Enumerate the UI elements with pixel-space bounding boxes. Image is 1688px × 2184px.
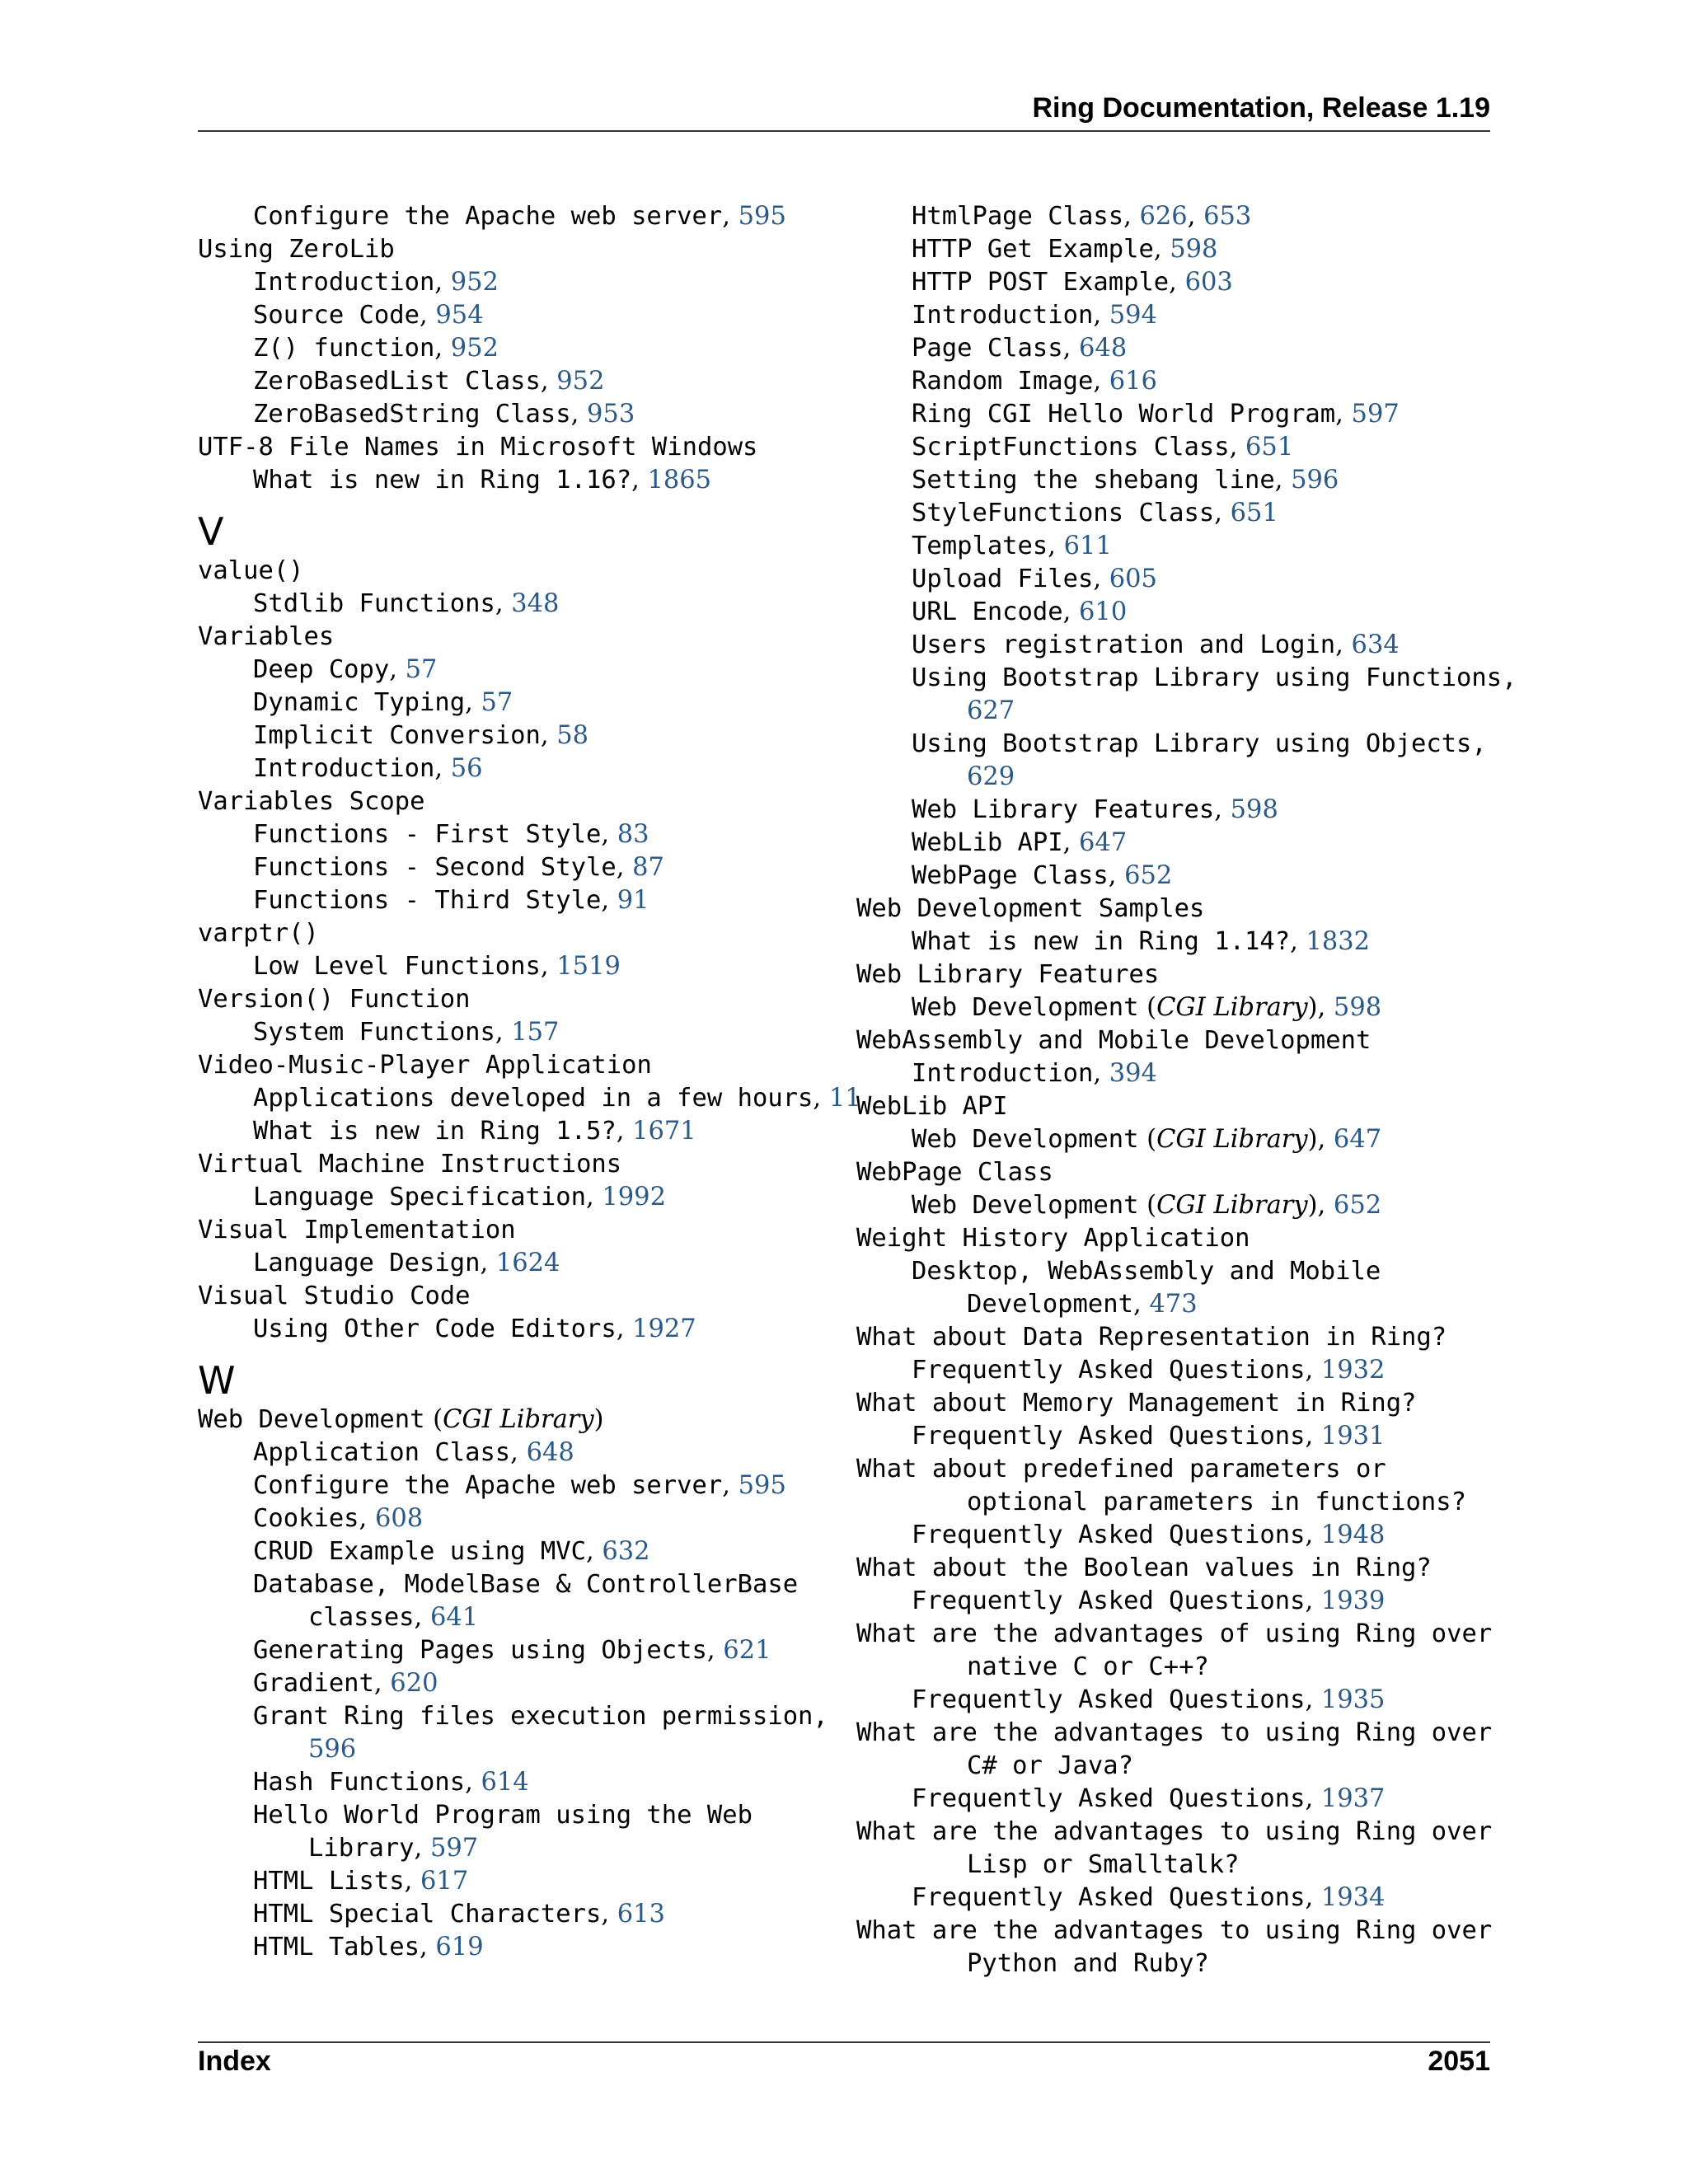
page-link[interactable]: 651: [1245, 433, 1294, 462]
index-entry: HTML Special Characters, 613: [253, 1900, 665, 1929]
entry-text: Introduction: [253, 268, 435, 297]
index-column-left: [198, 200, 861, 1964]
index-entry: Web Development (CGI Library), 598: [912, 993, 1382, 1022]
index-entry: HTTP Get Example, 598: [912, 235, 1218, 264]
entry-text: HTTP Get Example: [912, 235, 1154, 264]
index-entry: Web Library Features, 598: [912, 795, 1278, 824]
index-column-right: [856, 200, 1517, 1980]
page-link[interactable]: 610: [1079, 598, 1128, 626]
page-link[interactable]: 598: [1230, 795, 1278, 824]
index-entry: Functions - First Style, 83: [253, 820, 649, 849]
page-link[interactable]: 620: [390, 1669, 438, 1698]
entry-text: Z() function: [253, 334, 435, 363]
entry-qualifier: CGI Library: [443, 1405, 594, 1434]
page-link[interactable]: 632: [602, 1537, 650, 1566]
footer-rule: [198, 2041, 1490, 2043]
index-entry: Library, 597: [308, 1834, 479, 1863]
entry-text: What are the advantages of using Ring over: [856, 1619, 1493, 1648]
entry-text: Frequently Asked Questions: [912, 1521, 1306, 1549]
page-link[interactable]: 91: [617, 886, 649, 915]
page-link[interactable]: 648: [526, 1438, 574, 1467]
page-link[interactable]: 634: [1351, 630, 1400, 659]
entry-text: Database, ModelBase & ControllerBase: [253, 1570, 799, 1599]
entry-text: Upload Files: [912, 565, 1094, 593]
entry-text: Visual Studio Code: [198, 1282, 471, 1310]
entry-text: C# or Java?: [967, 1751, 1133, 1780]
entry-text: Ring CGI Hello World Program: [912, 400, 1336, 429]
index-entry: [198, 1280, 841, 1313]
index-entry: Setting the shebang line, 596: [912, 466, 1339, 494]
page-link[interactable]: 56: [450, 754, 483, 783]
index-entry: What is new in Ring 1.5?, 1671: [253, 1117, 696, 1146]
entry-text: Introduction: [912, 301, 1094, 330]
page-link[interactable]: 1671: [632, 1117, 696, 1146]
entry-text: WebPage Class: [912, 861, 1109, 890]
index-letter-heading: V: [198, 509, 224, 554]
index-entry: Web Development (CGI Library): [198, 1405, 604, 1434]
index-entry: WebPage Class, 652: [912, 861, 1173, 890]
entry-text: Cookies: [253, 1504, 359, 1533]
index-entry: Frequently Asked Questions, 1939: [912, 1586, 1386, 1615]
entry-text: What is new in Ring 1.14?: [912, 927, 1291, 956]
entry-text: Hash Functions: [253, 1768, 466, 1797]
entry-text: Python and Ruby?: [967, 1949, 1209, 1978]
entry-text: Functions - Second Style: [253, 853, 617, 882]
entry-text: HTTP POST Example: [912, 268, 1170, 297]
index-entry: Functions - Third Style, 91: [253, 886, 649, 915]
index-entry: Language Specification, 1992: [253, 1183, 666, 1212]
page-link[interactable]: 1932: [1320, 1356, 1386, 1385]
entry-text: What is new in Ring 1.5?: [253, 1117, 617, 1146]
entry-text: Gradient: [253, 1669, 374, 1698]
entry-text: Visual Implementation: [198, 1216, 516, 1244]
index-entry: Implicit Conversion, 58: [253, 721, 589, 750]
index-entry: [856, 893, 1499, 926]
page-link[interactable]: 596: [1291, 466, 1339, 494]
entry-text: Language Design: [253, 1249, 481, 1277]
entry-text: Source Code: [253, 301, 420, 330]
index-entry: [856, 1552, 1499, 1585]
page-link[interactable]: 647: [1079, 828, 1128, 857]
page-link[interactable]: 648: [1079, 334, 1128, 363]
index-entry: [198, 1799, 841, 1832]
index-entry: Frequently Asked Questions, 1948: [912, 1521, 1386, 1549]
index-entry: ScriptFunctions Class, 651: [912, 433, 1294, 462]
page-link[interactable]: 952: [556, 367, 605, 396]
entry-text: Web Development Samples: [856, 894, 1205, 923]
entry-text: Configure the Apache web server: [253, 202, 723, 231]
entry-text: What are the advantages to using Ring over: [856, 1916, 1493, 1945]
index-entry: Web Development (CGI Library), 647: [912, 1125, 1382, 1154]
page-link[interactable]: 952: [450, 334, 499, 363]
index-entry: Introduction, 56: [253, 754, 483, 783]
entry-text: Variables: [198, 622, 335, 651]
page-link[interactable]: 348: [511, 589, 560, 618]
entry-text: Low Level Functions: [253, 952, 541, 981]
index-entry: [198, 1148, 841, 1181]
entry-text: HTML Special Characters: [253, 1900, 602, 1929]
page-link[interactable]: 953: [587, 400, 635, 429]
entry-text: HTML Tables: [253, 1933, 420, 1961]
entry-text: Frequently Asked Questions: [912, 1883, 1306, 1912]
page-link[interactable]: 1624: [495, 1249, 560, 1277]
index-entry: Web Development (CGI Library), 652: [912, 1191, 1382, 1220]
entry-text: Virtual Machine Instructions: [198, 1150, 622, 1179]
entry-text: HtmlPage Class: [912, 202, 1124, 231]
page-link[interactable]: 1865: [647, 466, 712, 494]
entry-text: Frequently Asked Questions: [912, 1356, 1306, 1385]
entry-text: Templates: [912, 532, 1048, 560]
index-entry: Language Design, 1624: [253, 1249, 560, 1277]
page-link[interactable]: 1992: [602, 1183, 666, 1212]
index-entry: HTML Tables, 619: [253, 1933, 484, 1961]
page-link[interactable]: 1939: [1320, 1586, 1386, 1615]
entry-text: Frequently Asked Questions: [912, 1586, 1306, 1615]
entry-text: Desktop, WebAssembly and Mobile: [912, 1257, 1381, 1286]
index-entry: What is new in Ring 1.14?, 1832: [912, 927, 1371, 956]
index-entry: [856, 1255, 1499, 1288]
entry-text: native C or C++?: [967, 1652, 1209, 1681]
index-entry: [198, 555, 841, 588]
page-link[interactable]: 652: [1333, 1191, 1382, 1220]
entry-text: System Functions: [253, 1018, 495, 1047]
page-link[interactable]: 603: [1184, 268, 1233, 297]
page-link[interactable]: 647: [1333, 1125, 1382, 1154]
page-link[interactable]: 57: [481, 688, 513, 717]
entry-text: Using ZeroLib: [198, 235, 395, 264]
entry-text: What is new in Ring 1.16?: [253, 466, 632, 494]
index-entry: Dynamic Typing, 57: [253, 688, 513, 717]
page-link[interactable]: 1948: [1320, 1521, 1386, 1549]
entry-text: Configure the Apache web server: [253, 1471, 723, 1500]
page-link[interactable]: 614: [481, 1768, 529, 1797]
entry-text: classes: [308, 1603, 415, 1632]
index-entry: [198, 1214, 841, 1247]
index-entry: [856, 1816, 1499, 1849]
index-entry: Introduction, 594: [912, 301, 1157, 330]
index-entry: StyleFunctions Class, 651: [912, 499, 1278, 527]
entry-text: HTML Lists: [253, 1867, 405, 1896]
index-entry: ZeroBasedList Class, 952: [253, 367, 605, 396]
entry-text: Introduction: [912, 1059, 1094, 1088]
entry-text: WebLib API: [856, 1092, 1008, 1121]
index-entry: [856, 1717, 1499, 1750]
index-entry: CRUD Example using MVC, 632: [253, 1537, 650, 1566]
index-entry: Applications developed in a few hours, 11: [253, 1084, 861, 1113]
index-entry: Templates, 611: [912, 532, 1112, 560]
index-entry: [856, 1750, 1499, 1783]
index-entry: [856, 1222, 1499, 1255]
index-entry: Gradient, 620: [253, 1669, 438, 1698]
entry-text: Application Class: [253, 1438, 511, 1467]
page-link[interactable]: 952: [450, 268, 499, 297]
page-link[interactable]: 1519: [556, 952, 621, 981]
page-link[interactable]: 1832: [1306, 927, 1371, 956]
entry-text: What about the Boolean values in Ring?: [856, 1554, 1432, 1582]
index-entry: Introduction, 394: [912, 1059, 1157, 1088]
index-entry: [856, 1387, 1499, 1420]
entry-text: Random Image: [912, 367, 1094, 396]
index-entry: Low Level Functions, 1519: [253, 952, 621, 981]
index-entry: Users registration and Login, 634: [912, 630, 1400, 659]
entry-qualifier: CGI Library: [1156, 1191, 1308, 1220]
entry-text: Frequently Asked Questions: [912, 1422, 1306, 1451]
entry-text: Web Development: [912, 993, 1139, 1022]
entry-text: Using Bootstrap Library using Functions,: [912, 663, 1517, 692]
index-entry: [198, 431, 841, 464]
entry-text: Dynamic Typing: [253, 688, 466, 717]
index-entry: HTML Lists, 617: [253, 1867, 469, 1896]
index-entry: Development, 473: [967, 1290, 1198, 1319]
entry-qualifier: CGI Library: [1156, 1125, 1308, 1154]
page-link[interactable]: 594: [1109, 301, 1157, 330]
index-entry: [856, 1947, 1499, 1980]
index-entry: Frequently Asked Questions, 1937: [912, 1784, 1386, 1813]
entry-text: Users registration and Login: [912, 630, 1336, 659]
index-entry: [198, 983, 841, 1016]
entry-text: What are the advantages to using Ring over: [856, 1718, 1493, 1747]
entry-text: Frequently Asked Questions: [912, 1685, 1306, 1714]
entry-text: CRUD Example using MVC: [253, 1537, 586, 1566]
page-link[interactable]: 627: [967, 696, 1015, 725]
index-entry: [198, 1700, 841, 1733]
index-entry: [856, 695, 1499, 728]
index-entry: [856, 1156, 1499, 1189]
index-entry: Cookies, 608: [253, 1504, 424, 1533]
page-link[interactable]: 605: [1109, 565, 1157, 593]
index-entry: Configure the Apache web server, 595: [253, 1471, 786, 1500]
index-entry: [198, 621, 841, 654]
index-entry: [856, 1651, 1499, 1684]
page-link[interactable]: 1931: [1320, 1422, 1386, 1451]
entry-text: Web Development: [198, 1405, 425, 1434]
entry-qualifier: CGI Library: [1156, 993, 1308, 1022]
page-link[interactable]: 11: [828, 1084, 861, 1113]
index-entry: Frequently Asked Questions, 1934: [912, 1883, 1386, 1912]
entry-text: WebPage Class: [856, 1158, 1053, 1187]
index-entry: [198, 785, 841, 818]
entry-text: StyleFunctions Class: [912, 499, 1215, 527]
running-header-title: Ring Documentation, Release 1.19: [1032, 92, 1490, 124]
page-link[interactable]: 58: [556, 721, 589, 750]
page-link[interactable]: 87: [632, 853, 664, 882]
entry-text: Generating Pages using Objects: [253, 1636, 707, 1665]
page-link[interactable]: 83: [617, 820, 649, 849]
page-link[interactable]: 596: [308, 1735, 357, 1764]
index-entry: Generating Pages using Objects, 621: [253, 1636, 771, 1665]
page-link[interactable]: 598: [1170, 235, 1218, 264]
index-entry: [856, 958, 1499, 991]
entry-text: Implicit Conversion: [253, 721, 541, 750]
index-entry: [856, 1618, 1499, 1651]
index-entry: Frequently Asked Questions, 1932: [912, 1356, 1386, 1385]
index-entry: [856, 1321, 1499, 1354]
page-link[interactable]: 597: [429, 1834, 479, 1863]
index-entry: [856, 662, 1517, 695]
page-link[interactable]: 157: [511, 1018, 560, 1047]
entry-text: Applications developed in a few hours: [253, 1084, 814, 1113]
page-link[interactable]: 611: [1063, 532, 1112, 560]
index-entry: Source Code, 954: [253, 301, 484, 330]
entry-text: Stdlib Functions: [253, 589, 495, 618]
entry-text: WebLib API: [912, 828, 1063, 857]
index-entry: Deep Copy, 57: [253, 655, 438, 684]
entry-text: Variables Scope: [198, 787, 425, 816]
index-entry: WebLib API, 647: [912, 828, 1128, 857]
entry-text: ZeroBasedList Class: [253, 367, 541, 396]
entry-text: Frequently Asked Questions: [912, 1784, 1306, 1813]
page-link[interactable]: 613: [617, 1900, 665, 1929]
page-link[interactable]: 629: [967, 762, 1015, 791]
index-entry: What is new in Ring 1.16?, 1865: [253, 466, 712, 494]
index-entry: Application Class, 648: [253, 1438, 574, 1467]
entry-text: value(): [198, 556, 304, 585]
index-entry: [198, 1733, 841, 1766]
index-entry: classes, 641: [308, 1603, 479, 1632]
entry-text: Library: [308, 1834, 415, 1863]
page-link[interactable]: 652: [1124, 861, 1173, 890]
index-entry: Frequently Asked Questions, 1935: [912, 1685, 1386, 1714]
index-entry: [198, 233, 841, 266]
page-link[interactable]: 1927: [632, 1315, 696, 1343]
page-link[interactable]: 641: [429, 1603, 479, 1632]
entry-text: Web Library Features: [856, 960, 1160, 989]
page-link[interactable]: 1937: [1320, 1784, 1386, 1813]
entry-text: What are the advantages to using Ring over: [856, 1817, 1493, 1846]
page-link[interactable]: 619: [435, 1933, 484, 1961]
index-entry: [856, 1849, 1499, 1882]
index-entry: Frequently Asked Questions, 1931: [912, 1422, 1386, 1451]
entry-text: Functions - First Style: [253, 820, 602, 849]
entry-text: URL Encode: [912, 598, 1063, 626]
entry-text: Using Bootstrap Library using Objects,: [912, 729, 1487, 758]
entry-text: WebAssembly and Mobile Development: [856, 1026, 1372, 1055]
index-entry: Introduction, 952: [253, 268, 499, 297]
page-link[interactable]: 1934: [1320, 1883, 1386, 1912]
entry-text: Hello World Program using the Web: [253, 1801, 753, 1830]
page-link[interactable]: 653: [1203, 202, 1252, 231]
entry-text: What about predefined parameters or: [856, 1455, 1386, 1483]
index-entry: [856, 1090, 1499, 1123]
header-rule: [198, 130, 1490, 132]
page-link[interactable]: 626: [1139, 202, 1188, 231]
index-entry: HtmlPage Class, 626, 653: [912, 202, 1252, 231]
index-entry: Configure the Apache web server, 595: [253, 202, 786, 231]
index-entry: Ring CGI Hello World Program, 597: [912, 400, 1400, 429]
index-entry: [856, 1024, 1499, 1057]
index-entry: System Functions, 157: [253, 1018, 560, 1047]
footer-section-label: Index: [198, 2046, 271, 2077]
entry-text: Version() Function: [198, 985, 471, 1014]
page-link[interactable]: 954: [435, 301, 484, 330]
entry-text: Web Library Features: [912, 795, 1215, 824]
entry-text: optional parameters in functions?: [967, 1488, 1466, 1516]
entry-text: Introduction: [253, 754, 435, 783]
page-link[interactable]: 473: [1149, 1290, 1198, 1319]
entry-text: Development: [967, 1290, 1133, 1319]
entry-text: Page Class: [912, 334, 1063, 363]
index-entry: [856, 761, 1499, 794]
page-link[interactable]: 617: [420, 1867, 469, 1896]
index-entry: [856, 1486, 1499, 1519]
index-entry: Z() function, 952: [253, 334, 499, 363]
page-link[interactable]: 595: [738, 202, 786, 231]
page-link[interactable]: 616: [1109, 367, 1157, 396]
entry-text: What about Memory Management in Ring?: [856, 1389, 1417, 1418]
page-link[interactable]: 621: [723, 1636, 771, 1665]
entry-text: Language Specification: [253, 1183, 586, 1212]
page-link[interactable]: 651: [1230, 499, 1278, 527]
entry-text: Web Development: [912, 1125, 1139, 1154]
entry-text: ZeroBasedString Class: [253, 400, 571, 429]
index-entry: Using Other Code Editors, 1927: [253, 1315, 696, 1343]
page-link[interactable]: 597: [1351, 400, 1400, 429]
page-link[interactable]: 1935: [1320, 1685, 1386, 1714]
page-link[interactable]: 608: [374, 1504, 424, 1533]
entry-text: Grant Ring files execution permission,: [253, 1702, 828, 1731]
page-link[interactable]: 595: [738, 1471, 786, 1500]
page-link[interactable]: 394: [1109, 1059, 1157, 1088]
entry-text: Lisp or Smalltalk?: [967, 1850, 1240, 1879]
index-entry: Hash Functions, 614: [253, 1768, 529, 1797]
entry-text: Weight History Application: [856, 1224, 1250, 1253]
index-entry: Stdlib Functions, 348: [253, 589, 560, 618]
index-entry: [856, 1453, 1499, 1486]
entry-text: Using Other Code Editors: [253, 1315, 617, 1343]
page-link[interactable]: 57: [405, 655, 438, 684]
entry-text: What about Data Representation in Ring?: [856, 1323, 1447, 1352]
index-letter-heading: W: [198, 1358, 236, 1403]
index-entry: Upload Files, 605: [912, 565, 1157, 593]
index-entry: [198, 1568, 841, 1601]
index-entry: URL Encode, 610: [912, 598, 1128, 626]
page-link[interactable]: 598: [1333, 993, 1382, 1022]
entry-text: Functions - Third Style: [253, 886, 602, 915]
index-entry: [198, 917, 841, 950]
entry-text: ScriptFunctions Class: [912, 433, 1230, 462]
entry-text: Web Development: [912, 1191, 1139, 1220]
index-entry: [856, 728, 1499, 761]
index-entry: Random Image, 616: [912, 367, 1157, 396]
entry-text: Deep Copy: [253, 655, 390, 684]
index-entry: HTTP POST Example, 603: [912, 268, 1233, 297]
entry-text: UTF-8 File Names in Microsoft Windows: [198, 433, 758, 462]
index-entry: [856, 1915, 1499, 1947]
footer-page-number: 2051: [1428, 2046, 1490, 2077]
index-entry: ZeroBasedString Class, 953: [253, 400, 635, 429]
index-entry: [198, 1049, 841, 1082]
entry-text: Video-Music-Player Application: [198, 1051, 652, 1080]
index-entry: Page Class, 648: [912, 334, 1128, 363]
entry-text: varptr(): [198, 919, 319, 948]
entry-text: Setting the shebang line: [912, 466, 1275, 494]
index-entry: Functions - Second Style, 87: [253, 853, 664, 882]
